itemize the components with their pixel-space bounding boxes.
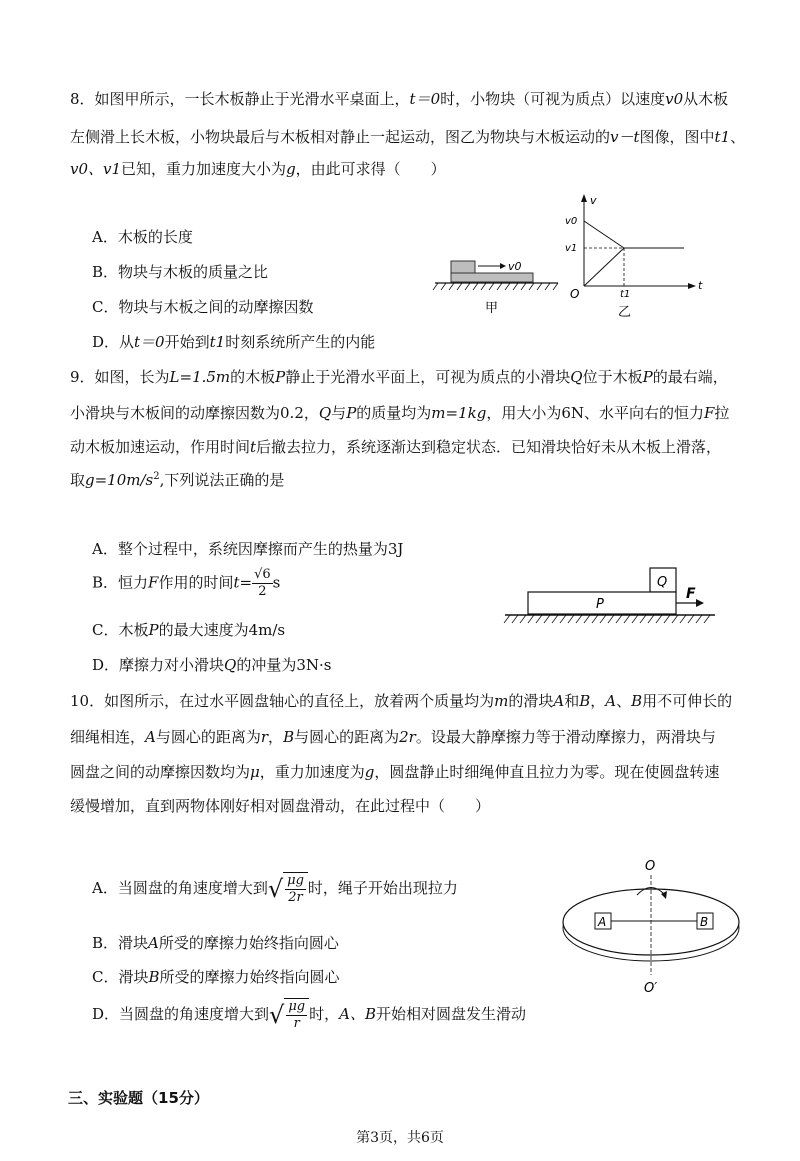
block-line (584, 221, 624, 248)
block (451, 261, 475, 273)
q10-figure (555, 850, 750, 1000)
q10-line-4: 缓慢增加，直到两物体刚好相对圆盘滑动，在此过程中（ ） (70, 797, 491, 815)
p-label: P (596, 597, 604, 612)
section-3-title: 三、实验题（15分） (68, 1089, 209, 1107)
q9-line-3: 动木板加速运动，作用时间t后撤去拉力，系统逐渐达到稳定状态．已知滑块恰好未从木板上滑落， (70, 438, 722, 456)
table-hatch (433, 283, 558, 290)
q9-option-b: B．恒力F作用的时间t= $\frac{√6}{2}$ s (92, 567, 281, 599)
q8-line-2: 左侧滑上长木板，小物块最后与木板相对静止一起运动，图乙为物块与木板运动的v－t图像，图中t1、 (70, 128, 746, 146)
v-axis-label: v (590, 194, 597, 207)
q10-line-3: 圆盘之间的动摩擦因数均为μ，重力加速度为g，圆盘静止时细绳伸直且拉力为零。现在使圆盘转速 (70, 763, 720, 781)
board-line (584, 248, 624, 286)
q9-option-d: D．摩擦力对小滑块Q的冲量为3N·s (92, 656, 332, 674)
time-fraction: $\frac{√6}{2}$ (254, 567, 271, 599)
sqrt-mu-g-over-2r: √ $\frac{\mu g}{2r}$ (268, 872, 308, 906)
q9-option-a: A．整个过程中，系统因摩擦而产生的热量为3J (92, 540, 404, 558)
t1-tick-label: t1 (620, 289, 631, 300)
b-label: B (700, 915, 709, 929)
sqrt-mu-g-over-r: √ $\frac{\mu g}{r}$ (269, 998, 309, 1032)
caption-jia: 甲 (485, 301, 499, 316)
q10-line-2: 细绳相连，A与圆心的距离为r，B与圆心的距离为2r。设最大静摩擦力等于滑动摩擦力，两滑块与 (70, 728, 716, 746)
v0-label: v0 (508, 260, 522, 273)
v-axis-arrow (581, 194, 587, 202)
axis-o-prime-label: O′ (644, 981, 658, 996)
q9-option-c: C．木板P的最大速度为4m/s (92, 621, 286, 639)
q10-option-d: D．当圆盘的角速度增大到 √ $\frac{\mu g}{r}$ 时，A、B开始相对圆盘发生滑动 (92, 999, 526, 1031)
q8-line-3: v0、v1已知，重力加速度大小为g，由此可求得（ ） (70, 160, 446, 178)
q8-figure-yi (560, 190, 710, 320)
caption-yi: 乙 (618, 305, 632, 320)
q8-option-b: B．物块与木板的质量之比 (92, 263, 269, 281)
q8-option-a: A．木板的长度 (92, 228, 193, 246)
q8-figure-jia (430, 250, 565, 320)
q-label: Q (657, 575, 668, 590)
q9-line-4: 取$g=10m/s^2$,下列说法正确的是 (70, 471, 285, 489)
q9-line-2: 小滑块与木板间的动摩擦因数为0.2，Q与P的质量均为m=1kg，用大小为6N、水平向右的恒力F拉 (70, 404, 730, 422)
a-label: A (598, 915, 607, 929)
t-axis-arrow (688, 283, 696, 289)
page-footer: 第3页，共6页 (356, 1130, 444, 1146)
force-arrow-head (696, 599, 704, 607)
v0-tick-label: v0 (565, 216, 578, 227)
v1-tick-label: v1 (565, 243, 578, 254)
axis-o-label: O (645, 859, 656, 874)
q9-line-1: 9．如图，长为L=1.5m的木板P静止于光滑水平面上，可视为质点的小滑块Q位于木板P的最右端， (70, 368, 728, 386)
q10-option-b: B．滑块A所受的摩擦力始终指向圆心 (92, 934, 339, 952)
arrow-head (500, 263, 506, 269)
q10-line-1: 10．如图所示，在过水平圆盘轴心的直径上，放着两个质量均为m的滑块A和B，A、B用不可伸长的 (70, 692, 733, 710)
f-label: F (686, 586, 696, 602)
board (451, 273, 533, 282)
q8-line-1: 8．如图甲所示，一长木板静止于光滑水平桌面上，t＝0时，小物块（可视为质点）以速度v0从木板 (70, 90, 729, 108)
q10-option-a: A．当圆盘的角速度增大到 √ $\frac{\mu g}{2r}$ 时，绳子开始出现拉力 (92, 873, 458, 905)
t-axis-label: t (698, 279, 703, 292)
ground-hatch (504, 615, 710, 623)
q9-figure (500, 560, 725, 635)
q10-option-c: C．滑块B所受的摩擦力始终指向圆心 (92, 968, 340, 986)
origin-label: O (570, 287, 580, 301)
q8-option-c: C．物块与木板之间的动摩擦因数 (92, 298, 314, 316)
q8-option-d: D．从t＝0开始到t1时刻系统所产生的内能 (92, 333, 376, 351)
